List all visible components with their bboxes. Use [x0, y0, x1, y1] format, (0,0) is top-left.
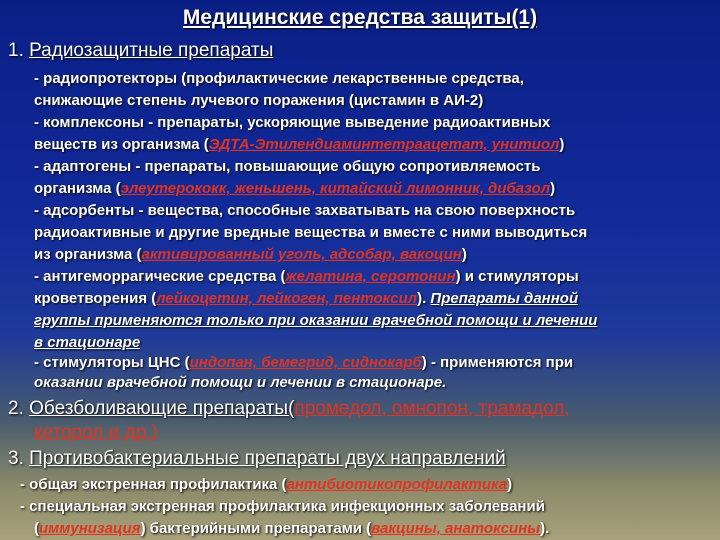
- heading-1: [8, 40, 273, 62]
- line-11c: ).: [417, 290, 431, 307]
- line-m1a: - общая экстренная профилактика (: [20, 476, 287, 493]
- line-2: снижающие степень лучевого поражения (цистамин в АИ-2): [34, 92, 484, 109]
- line-13: в стационаре: [34, 334, 141, 351]
- line-m3a: (: [34, 520, 39, 537]
- line-15: оказании врачебной помощи и лечении в стационаре.: [34, 374, 447, 391]
- heading-2: [8, 398, 570, 420]
- line-m3c: ) бактерийными препаратами (: [140, 520, 372, 537]
- slide-title: Медицинские средства защиты(1): [182, 6, 538, 29]
- line-11a: кроветворения (: [34, 290, 157, 307]
- line-11-red: лейкоцетин, лейкоген, пентоксил: [156, 290, 418, 307]
- line-m1c: ): [507, 476, 513, 493]
- line-10-red: желатина, серотонин: [285, 268, 456, 285]
- line-m3: [34, 520, 549, 537]
- line-m1: [20, 476, 512, 493]
- line-12: группы применяются только при оказании врачебной помощи и лечении: [34, 312, 598, 329]
- heading-2-red-1: промедол, омнопон, трамадол,: [294, 398, 570, 419]
- line-14-red: индопан, бемегрид, сиднокарб: [189, 354, 422, 371]
- heading-3: [8, 448, 506, 470]
- line-6-red: элеутерококк, женьшень, китайский лимонник, дибазол: [120, 180, 551, 197]
- line-4: [34, 136, 564, 153]
- line-11-italic: Препараты данной: [430, 290, 579, 307]
- line-4-red: ЭДТА-Этилендиаминтетраацетат, унитиол: [208, 136, 560, 153]
- line-m1-red: антибиотикопрофилактика: [286, 476, 508, 493]
- line-14a: - стимуляторы ЦНС (: [34, 354, 190, 371]
- heading-2-text: Обезболивающие препараты(: [29, 398, 295, 419]
- line-6: [34, 180, 555, 197]
- line-6a: организма (: [34, 180, 121, 197]
- line-m3-red-1: иммунизация: [39, 520, 141, 537]
- line-9a: из организма (: [34, 246, 142, 263]
- heading-2-cont: [34, 422, 158, 444]
- line-10a: - антигеморрагические средства (: [34, 268, 286, 285]
- line-8: радиоактивные и другие вредные вещества и вместе с ними выводиться: [34, 224, 588, 241]
- line-4a: веществ из организма (: [34, 136, 209, 153]
- line-14c: ) - применяются при: [421, 354, 574, 371]
- heading-3-text: Противобактериальные препараты двух направлений: [29, 448, 506, 469]
- line-14: [34, 354, 573, 371]
- line-9: [34, 246, 467, 263]
- line-m3-red-2: вакцины, анатоксины: [371, 520, 541, 537]
- line-10: [34, 268, 579, 285]
- heading-1-text: Радиозащитные препараты: [29, 40, 274, 61]
- line-7: - адсорбенты - вещества, способные захватывать на свою поверхность: [34, 202, 576, 219]
- line-m2: - специальная экстренная профилактика инфекционных заболеваний: [20, 498, 545, 515]
- line-1: - радиопротекторы (профилактические лекарственные средства,: [34, 70, 524, 87]
- line-11: [34, 290, 578, 307]
- heading-3-num: 3.: [8, 448, 30, 469]
- line-6c: ): [550, 180, 556, 197]
- line-3: - комплексоны - препараты, ускоряющие выведение радиоактивных: [34, 114, 551, 131]
- line-9c: ): [461, 246, 467, 263]
- heading-1-num: 1.: [8, 40, 30, 61]
- heading-2-red-2: кеторол и др.): [34, 422, 158, 443]
- line-9-red: активированный уголь, адсобар, вакоцин: [141, 246, 462, 263]
- heading-2-num: 2.: [8, 398, 30, 419]
- line-5: - адаптогены - препараты, повышающие общую сопротивляемость: [34, 158, 541, 175]
- line-m3e: ).: [540, 520, 550, 537]
- line-10c: ) и стимуляторы: [455, 268, 579, 285]
- line-4c: ): [559, 136, 565, 153]
